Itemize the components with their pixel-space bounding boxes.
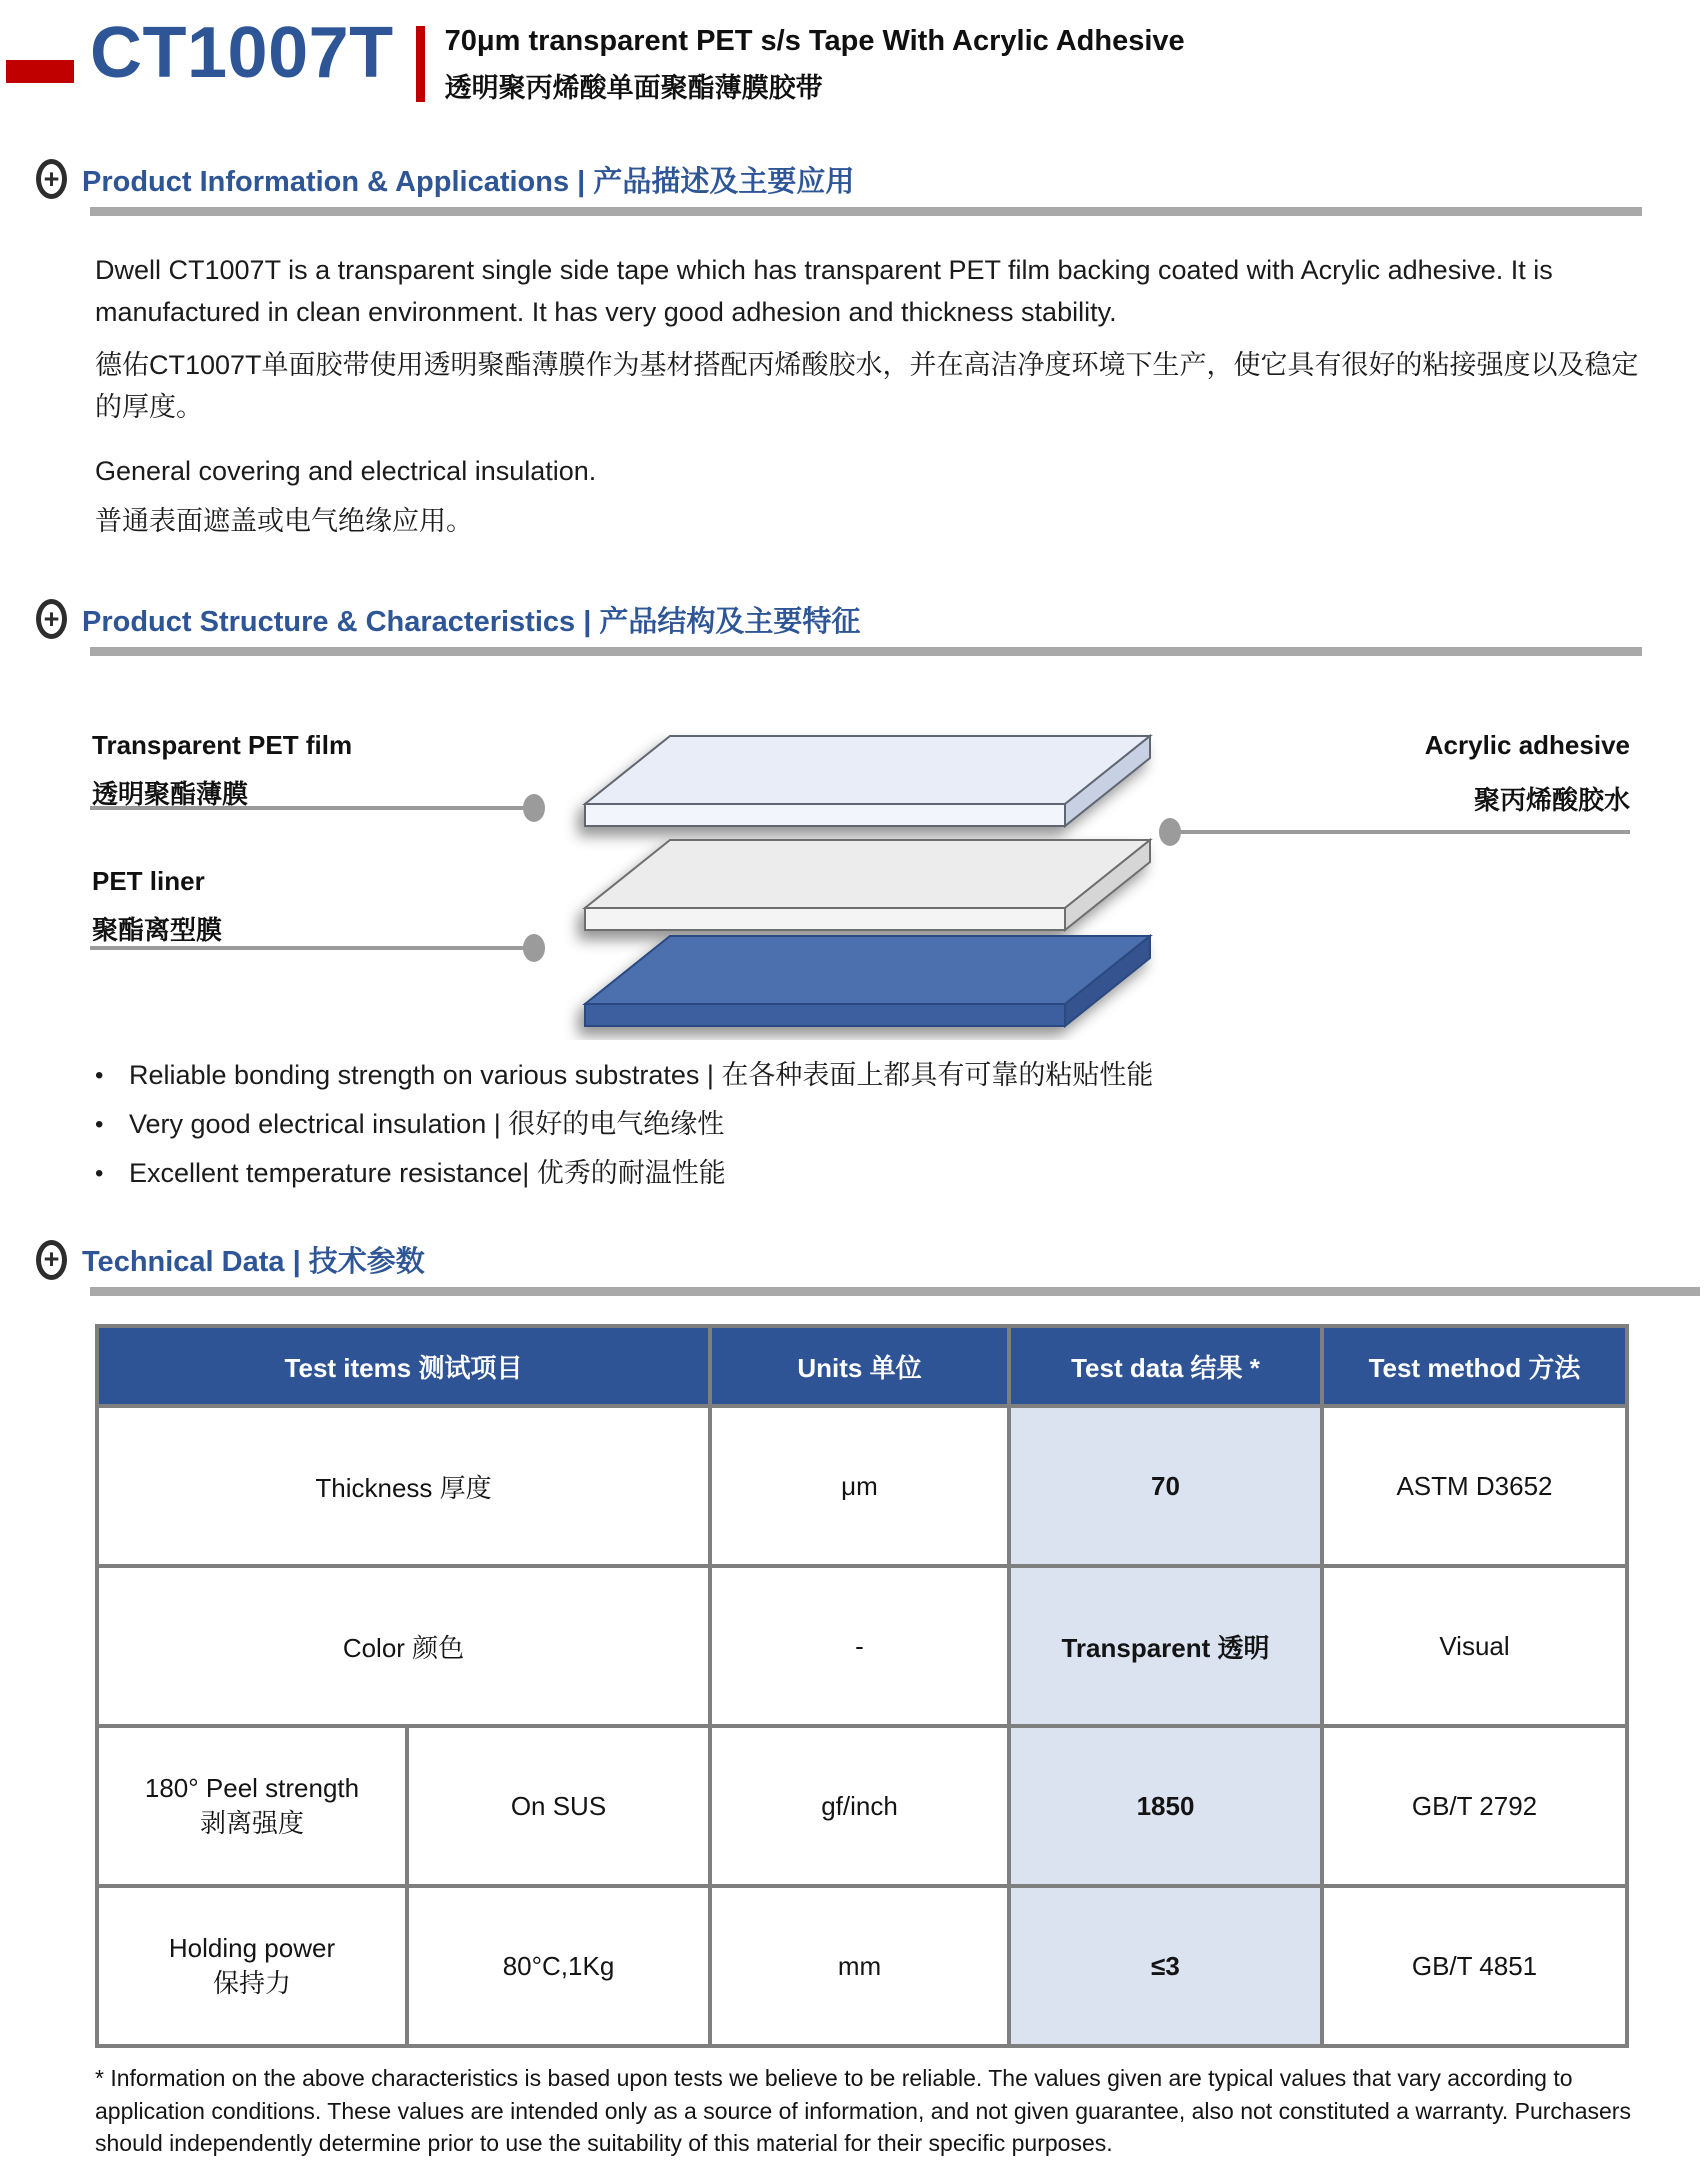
section-underline-bar (90, 647, 1642, 656)
tape-structure-diagram (0, 708, 1704, 1040)
test-item-zh: 保持力 (212, 1968, 291, 1998)
bullet-icon: • (95, 1110, 104, 1138)
plus-circle-icon: + (36, 599, 67, 639)
red-divider-bar (416, 26, 425, 102)
title-block (445, 24, 1185, 105)
plus-circle-icon: + (36, 159, 67, 199)
section-heading-row (36, 599, 1704, 640)
col-header-units: Units 单位 (710, 1326, 1009, 1406)
cell-units: - (710, 1566, 1009, 1726)
cell-test-item (97, 1886, 407, 2046)
technical-data-table (95, 1324, 1629, 2048)
acrylic-adhesive-layer (585, 840, 1150, 930)
section-heading-row (36, 1239, 1704, 1280)
characteristics-list (95, 1060, 1644, 1189)
pet-film-layer (585, 736, 1150, 826)
characteristic-text: Reliable bonding strength on various substrates | 在各种表面上都具有可靠的粘贴性能 (129, 1059, 1154, 1090)
red-dash-decoration (6, 60, 74, 83)
cell-test-item (97, 1726, 407, 1886)
col-header-test-method: Test method 方法 (1322, 1326, 1627, 1406)
adhesive-callout-dot (1159, 818, 1181, 846)
pet-film-label-en: Transparent PET film (92, 729, 353, 760)
section-product-information (0, 159, 1704, 543)
pet-liner-label-en: PET liner (92, 865, 205, 896)
table-row (97, 1566, 1627, 1726)
application-zh: 普通表面遮盖或电气绝缘应用。 (95, 506, 473, 537)
test-item-zh: 剥离强度 (199, 1808, 304, 1838)
application-en: General covering and electrical insulation. (95, 456, 597, 487)
col-header-test-data: Test data 结果 * (1009, 1326, 1322, 1406)
table-row (97, 1886, 1627, 2046)
description-en: Dwell CT1007T is a transparent single side tape which has transparent PET film backing coated with Acrylic adhesive. It is manufactured in clean environment. It has very good adhesion and thickness stability. (95, 254, 1553, 327)
table-row (97, 1726, 1627, 1886)
cell-units: μm (710, 1406, 1009, 1566)
cell-condition: 80°C,1Kg (407, 1886, 710, 2046)
list-item (95, 1158, 1644, 1189)
cell-test-data: 70 (1009, 1406, 1322, 1566)
test-item-en: 180° Peel strength (144, 1772, 360, 1803)
pet-liner-label-zh: 聚酯离型膜 (92, 914, 223, 945)
cell-test-method: GB/T 2792 (1322, 1726, 1627, 1886)
section-product-structure (0, 599, 1704, 1189)
product-title-en: 70μm transparent PET s/s Tape With Acrylic Adhesive (444, 25, 1185, 57)
pet-film-label-zh: 透明聚酯薄膜 (92, 778, 249, 809)
section-title: Product Information & Applications | 产品描述及主要应用 (82, 165, 855, 198)
document-header (0, 0, 1704, 105)
col-header-test-items: Test items 测试项目 (97, 1326, 710, 1406)
adhesive-label-en: Acrylic adhesive (1424, 729, 1630, 760)
cell-test-data: 1850 (1009, 1726, 1322, 1886)
pet-liner-layer (585, 936, 1150, 1026)
section-technical-data (0, 1239, 1704, 2160)
section-title: Technical Data | 技术参数 (82, 1246, 425, 1278)
cell-test-item: Thickness 厚度 (97, 1406, 710, 1566)
product-code: CT1007T (90, 13, 394, 93)
characteristic-text: Very good electrical insulation | 很好的电气绝缘性 (129, 1108, 725, 1139)
cell-condition: On SUS (407, 1726, 710, 1886)
description-zh: 德佑CT1007T单面胶带使用透明聚酯薄膜作为基材搭配丙烯酸胶水，并在高洁净度环境下生产，使它具有很好的粘接强度以及稳定的厚度。 (95, 350, 1639, 423)
section-title: Product Structure & Characteristics | 产品结构及主要特征 (82, 605, 861, 638)
section-heading-row (36, 159, 1704, 200)
bullet-icon: • (95, 1061, 104, 1089)
table-row (97, 1406, 1627, 1566)
cell-units: mm (710, 1886, 1009, 2046)
list-item (95, 1109, 1644, 1140)
cell-units: gf/inch (710, 1726, 1009, 1886)
cell-test-method: Visual (1322, 1566, 1627, 1726)
cell-test-item: Color 颜色 (97, 1566, 710, 1726)
footnote: * Information on the above characteristics is based upon tests we believe to be reliable. The values given are typical values that vary according to application conditions. These values are intended only as a source of information, and not given guarantee, also not constituted a warranty. Purchasers should independently determine prior to use the suitability of this material for their specific purposes. (95, 2065, 1631, 2157)
characteristic-text: Excellent temperature resistance| 优秀的耐温性能 (129, 1157, 726, 1188)
cell-test-data: Transparent 透明 (1009, 1566, 1322, 1726)
cell-test-method: GB/T 4851 (1322, 1886, 1627, 2046)
cell-test-method: ASTM D3652 (1322, 1406, 1627, 1566)
plus-circle-icon: + (36, 1240, 67, 1280)
pet-film-callout-dot (523, 794, 545, 822)
section-underline-bar (90, 1287, 1700, 1296)
pet-liner-callout-dot (523, 934, 545, 962)
product-title-zh: 透明聚丙烯酸单面聚酯薄膜胶带 (444, 72, 823, 103)
test-item-en: Holding power (168, 1932, 336, 1963)
list-item (95, 1060, 1644, 1091)
cell-test-data: ≤3 (1009, 1886, 1322, 2046)
bullet-icon: • (95, 1159, 104, 1187)
adhesive-label-zh: 聚丙烯酸胶水 (1473, 784, 1630, 815)
table-header-row (97, 1326, 1627, 1406)
section-underline-bar (90, 207, 1642, 216)
